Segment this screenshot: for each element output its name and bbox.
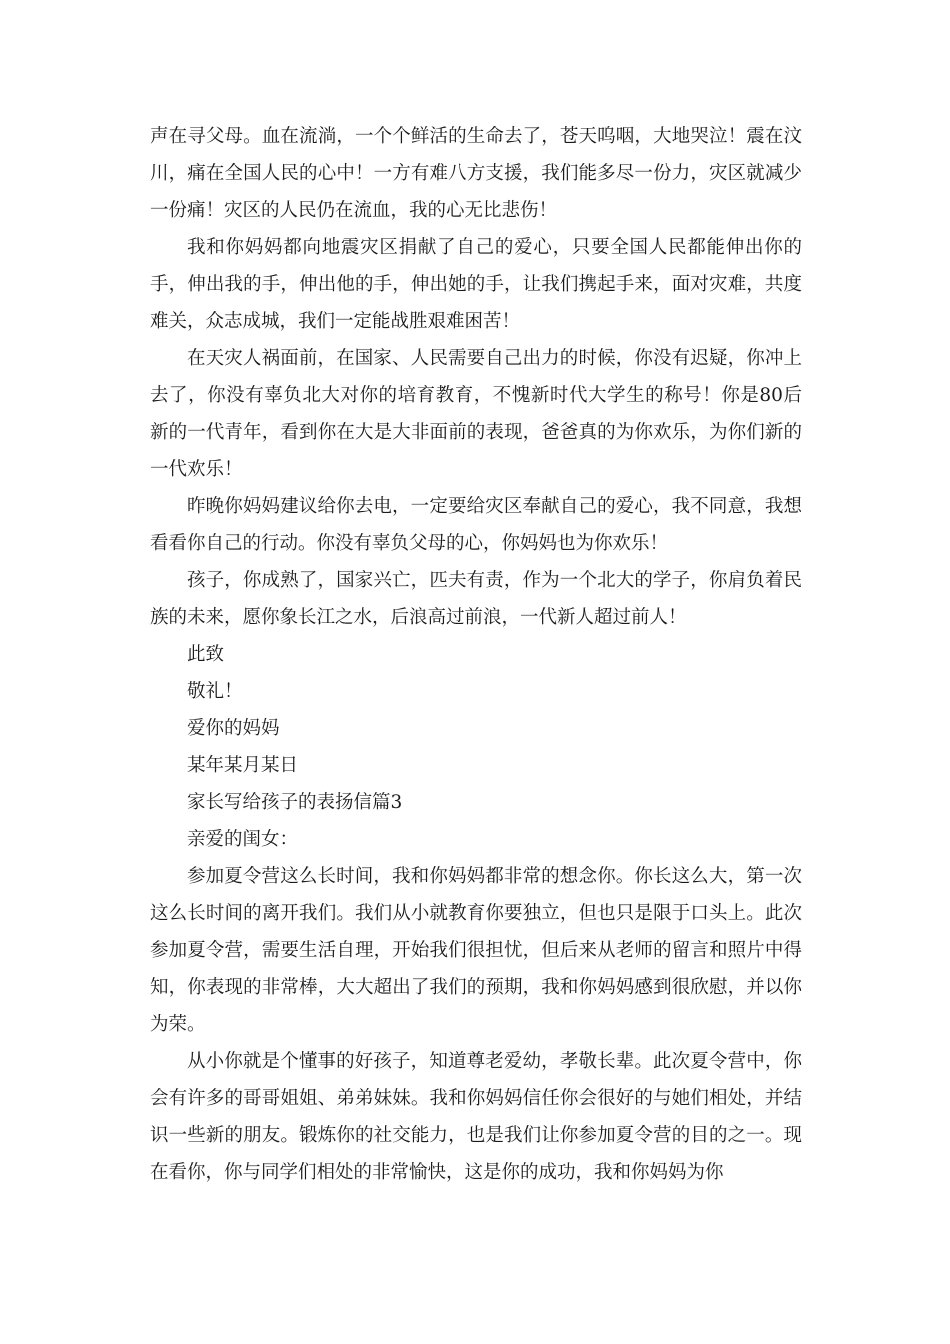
closing-regards: 敬礼！	[187, 681, 243, 702]
paragraph-7: 从小你就是个懂事的好孩子，知道尊老爱幼，孝敬长辈。此次夏令营中，你会有许多的哥哥姐姐、弟弟妹妹。我和你妈妈信任你会很好的与她们相处，并结识一些新的朋友。锻炼你的社交能力，也是我们让你参加夏令营的目的之一。现在看你，你与同学们相处的非常愉快，这是你的成功，我和你妈妈为你	[150, 1051, 802, 1183]
letter-body	[150, 118, 802, 1191]
paragraph-6: 参加夏令营这么长时间，我和你妈妈都非常的想念你。你长这么大，第一次这么长时间的离开我们。我们从小就教育你要独立，但也只是限于口头上。此次参加夏令营，需要生活自理，开始我们很担忧，但后来从老师的留言和照片中得知，你表现的非常棒，大大超出了我们的预期，我和你妈妈感到很欣慰，并以你为荣。	[150, 866, 802, 1035]
paragraph-4: 昨晚你妈妈建议给你去电，一定要给灾区奉献自己的爱心，我不同意，我想看看你自己的行动。你没有辜负父母的心，你妈妈也为你欢乐！	[150, 496, 802, 554]
paragraph-3: 在天灾人祸面前，在国家、人民需要自己出力的时候，你没有迟疑，你冲上去了，你没有辜负北大对你的培育教育，不愧新时代大学生的称号！你是80后新的一代青年，看到你在大是大非面前的表现，爸爸真的为你欢乐，为你们新的一代欢乐！	[150, 348, 802, 480]
closing-salutation: 此致	[187, 644, 225, 665]
closing-signature: 爱你的妈妈	[187, 718, 280, 739]
paragraph-2: 我和你妈妈都向地震灾区捐献了自己的爱心，只要全国人民都能伸出你的手，伸出我的手，伸出他的手，伸出她的手，让我们携起手来，面对灾难，共度难关，众志成城，我们一定能战胜艰难困苦！	[150, 237, 802, 332]
paragraph-1: 声在寻父母。血在流淌，一个个鲜活的生命去了，苍天呜咽，大地哭泣！震在汶川，痛在全国人民的心中！一方有难八方支援，我们能多尽一份力，灾区就减少一份痛！灾区的人民仍在流血，我的心无比悲伤！	[150, 126, 802, 221]
section-title: 家长写给孩子的表扬信篇3	[187, 792, 403, 813]
paragraph-5: 孩子，你成熟了，国家兴亡，匹夫有责，作为一个北大的学子，你肩负着民族的未来，愿你象长江之水，后浪高过前浪，一代新人超过前人！	[150, 570, 802, 628]
closing-date: 某年某月某日	[187, 755, 299, 776]
letter-greeting: 亲爱的闺女：	[187, 829, 299, 850]
